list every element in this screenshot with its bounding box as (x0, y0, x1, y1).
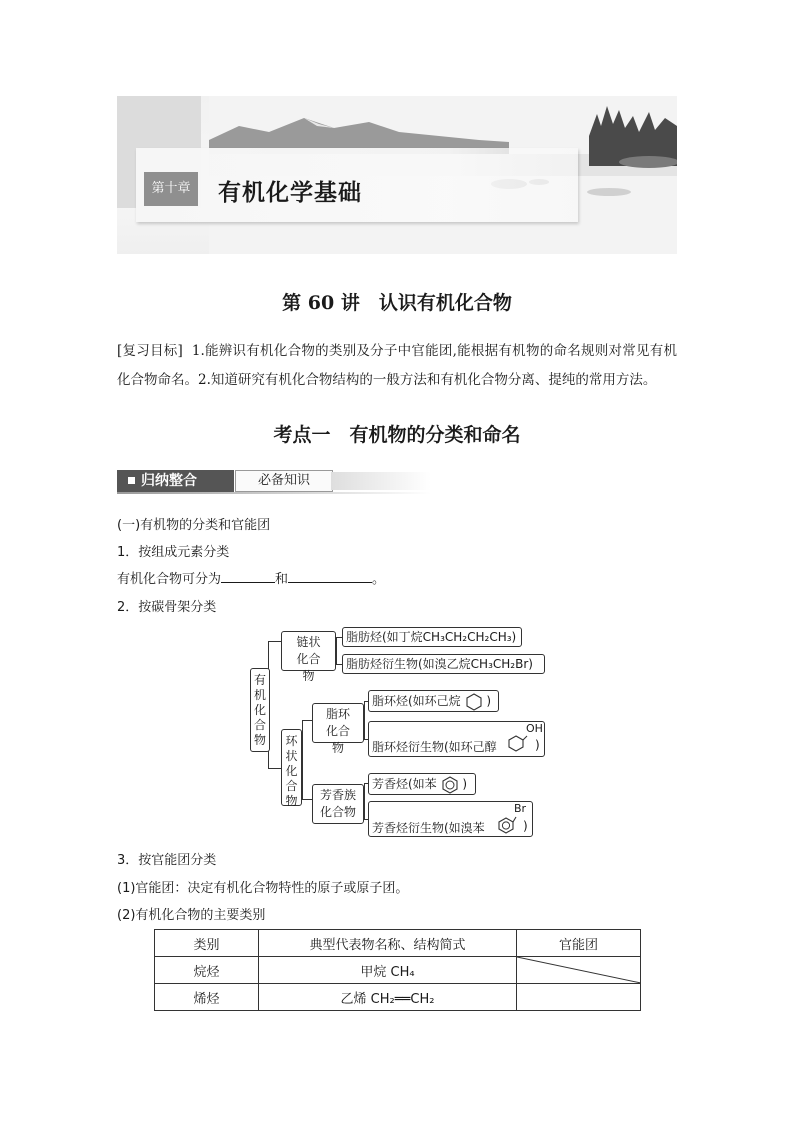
table-header-cell: 官能团 (517, 930, 641, 957)
connector-line (302, 720, 303, 799)
item-1-text-b: 和 (275, 572, 289, 587)
section-underline (117, 492, 431, 494)
item-3-1: (1)官能团：决定有机化合物特性的原子或原子团。 (117, 881, 409, 896)
node-chain-compound (281, 631, 336, 683)
connector-line (336, 637, 337, 664)
lecture-title: 第 60 讲 认识有机化合物 (282, 292, 512, 314)
review-objectives (117, 337, 677, 395)
close-paren: ) (535, 738, 540, 752)
item-3-2: (2)有机化合物的主要类别 (117, 908, 266, 923)
table-row (155, 984, 641, 1011)
table-cell: 甲烷 CH₄ (259, 957, 517, 984)
node-aromatic-derivative (368, 801, 533, 837)
section-header-bar (117, 470, 431, 494)
node-alicyclic-compound (312, 703, 364, 755)
close-paren: ) (523, 819, 528, 833)
node-text: 脂环烃(如环己烷 (372, 694, 461, 708)
table-cell: 烷烃 (155, 957, 259, 984)
blank-1 (221, 568, 275, 583)
subheading-1: (一)有机物的分类和官能团 (117, 518, 271, 533)
node-organic-compound (250, 668, 270, 752)
benzene-icon (441, 776, 459, 794)
node-text: 脂环烃衍生物(如环己醇 (372, 740, 497, 754)
node-ring-compound (281, 729, 302, 806)
point-title: 考点一 有机物的分类和命名 (273, 424, 521, 446)
connector-line (364, 783, 365, 819)
node-aliphatic-derivative: 脂肪烃衍生物(如溴乙烷CH₃CH₂Br) (342, 654, 545, 674)
item-1-text-c: 。 (372, 572, 386, 587)
table-header-row (155, 930, 641, 957)
cyclohexanol-icon (507, 732, 529, 754)
organic-classes-table (154, 929, 641, 1011)
node-aromatic-compound (312, 784, 364, 824)
section-light-tab: 必备知识 (235, 470, 333, 492)
table-cell-diagonal (517, 957, 641, 984)
square-icon (128, 477, 135, 484)
table-row (155, 957, 641, 984)
connector-line (364, 701, 365, 739)
table-header-cell: 典型代表物名称、结构简式 (259, 930, 517, 957)
node-text: 芳香烃衍生物(如溴苯 (372, 821, 485, 835)
connector-line (268, 641, 281, 642)
item-1-text (117, 568, 385, 587)
review-label: [复习目标] (117, 343, 183, 359)
node-label: 环状化合物 (285, 734, 298, 808)
diagonal-line (517, 957, 641, 983)
table-cell (517, 984, 641, 1011)
bromobenzene-icon (497, 814, 519, 836)
node-aliphatic-hydrocarbon: 脂肪烃(如丁烷CH₃CH₂CH₂CH₃) (342, 627, 522, 647)
chapter-tag: 第十章 (144, 172, 198, 206)
review-text: 1.能辨识有机化合物的类别及分子中官能团,能根据有机物的命名规则对常见有机化合物命名。2.知道研究有机化合物结构的一般方法和有机化合物分离、提纯的常用方法。 (117, 343, 677, 388)
section-dark-label: 归纳整合 (141, 473, 197, 489)
node-label: 脂环化合物 (325, 707, 350, 755)
node-label: 芳香族化合物 (319, 788, 356, 819)
item-3-heading: 3．按官能团分类 (117, 853, 217, 868)
br-label: Br (514, 802, 527, 815)
section-fade (331, 472, 431, 490)
item-1-text-a: 有机化合物可分为 (117, 572, 222, 587)
node-alicyclic-derivative (368, 721, 545, 757)
connector-line (302, 799, 312, 800)
table-cell: 烯烃 (155, 984, 259, 1011)
node-label: 有机化合物 (254, 673, 267, 747)
node-text: 芳香烃(如苯 (372, 777, 437, 791)
item-1-heading: 1．按组成元素分类 (117, 545, 230, 560)
blank-2 (288, 568, 372, 583)
cyclohexane-icon (465, 693, 483, 711)
node-alicyclic-hydrocarbon (368, 690, 499, 712)
connector-line (268, 768, 281, 769)
table-cell: 乙烯 CH₂══CH₂ (259, 984, 517, 1011)
oh-label: OH (526, 722, 543, 735)
item-2-heading: 2．按碳骨架分类 (117, 600, 217, 615)
node-label: 链状化合物 (296, 635, 321, 683)
chapter-title: 有机化学基础 (218, 180, 362, 206)
node-aromatic-hydrocarbon (368, 773, 476, 795)
section-dark-tab (117, 470, 234, 492)
close-paren: ) (462, 777, 468, 791)
connector-line (302, 720, 312, 721)
close-paren: ) (486, 694, 492, 708)
table-header-cell: 类别 (155, 930, 259, 957)
